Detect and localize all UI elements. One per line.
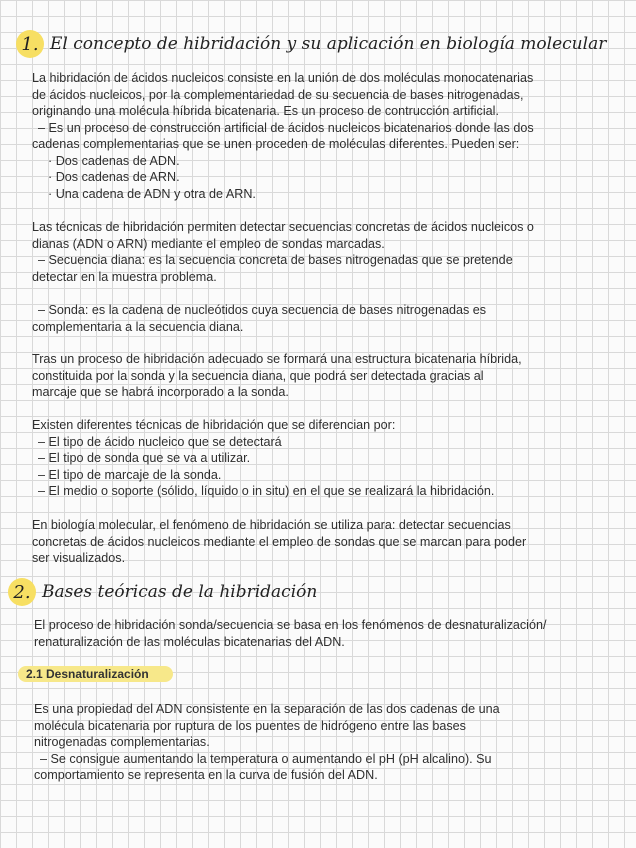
process-paragraph	[32, 351, 617, 401]
list-item: – El tipo de marcaje de la sonda.	[38, 467, 222, 482]
section-2-heading	[8, 578, 317, 606]
list-item: – El medio o soporte (sólido, líquido o in situ) en el que se realizará la hibridación.	[38, 484, 495, 498]
text-line: Las técnicas de hibridación permiten detectar secuencias concretas de ácidos nucleicos o	[32, 220, 534, 234]
text-line: comportamiento se representa en la curva de fusión del ADN.	[34, 768, 378, 782]
types-paragraph	[32, 417, 617, 500]
text-line: detectar en la muestra problema.	[32, 269, 217, 284]
text-line: constituida por la sonda y la secuencia diana, que podrá ser detectada gracias al	[32, 368, 484, 383]
text-line: El proceso de hibridación sonda/secuencia se basa en los fenómenos de desnaturalización/	[34, 618, 547, 632]
list-item: – El tipo de ácido nucleico que se detectará	[38, 434, 282, 449]
list-item: – El tipo de sonda que se va a utilizar.	[38, 451, 251, 465]
list-item: · Dos cadenas de ADN.	[48, 153, 180, 168]
section-2-intro	[34, 617, 619, 650]
list-item: · Una cadena de ADN y otra de ARN.	[48, 186, 256, 201]
section-2-number: 2.	[8, 578, 36, 606]
subheading-desnaturalizacion: 2.1 Desnaturalización	[18, 666, 173, 682]
molbio-paragraph	[32, 517, 617, 567]
text-line: de ácidos nucleicos, por la complementariedad de su secuencia de bases nitrogenadas,	[32, 87, 524, 102]
text-line: molécula bicatenaria por ruptura de los puentes de hidrógeno entre las bases	[34, 718, 466, 733]
section-1-intro	[32, 70, 617, 202]
section-1-heading	[16, 30, 606, 58]
text-line: – Se consigue aumentando la temperatura o aumentando el pH (pH alcalino). Su	[40, 751, 492, 766]
text-line: En biología molecular, el fenómeno de hibridación se utiliza para: detectar secuencias	[32, 518, 511, 532]
text-line: – Sonda: es la cadena de nucleótidos cuya secuencia de bases nitrogenadas es	[38, 303, 487, 317]
techniques-paragraph	[32, 219, 617, 285]
text-line: ser visualizados.	[32, 551, 126, 565]
section-1-title: El concepto de hibridación y su aplicación en biología molecular	[50, 34, 607, 54]
text-line: La hibridación de ácidos nucleicos consiste en la unión de dos moléculas monocatenarias	[32, 71, 534, 85]
text-line: nitrogenadas complementarias.	[34, 735, 210, 749]
text-line: renaturalización de las moléculas bicatenarias del ADN.	[34, 634, 345, 649]
text-line: – Secuencia diana: es la secuencia concreta de bases nitrogenadas que se pretende	[38, 253, 513, 267]
text-line: concretas de ácidos nucleicos mediante el empleo de sondas que se marcan para poder	[32, 534, 527, 549]
text-line: Existen diferentes técnicas de hibridación que se diferencian por:	[32, 418, 396, 432]
text-line: – Es un proceso de construcción artificial de ácidos nucleicos bicatenarios donde las dos	[38, 120, 534, 135]
text-line: dianas (ADN o ARN) mediante el empleo de sondas marcadas.	[32, 236, 385, 251]
section-2-title: Bases teóricas de la hibridación	[42, 582, 318, 602]
text-line: originando una molécula híbrida bicatenaria. Es un proceso de contrucción artificial.	[32, 104, 499, 118]
text-line: cadenas complementarias que se unen proceden de moléculas diferentes. Pueden ser:	[32, 137, 520, 151]
list-item: · Dos cadenas de ARN.	[48, 170, 180, 184]
section-1-number: 1.	[16, 30, 44, 58]
text-line: complementaria a la secuencia diana.	[32, 319, 244, 334]
text-line: Es una propiedad del ADN consistente en la separación de las dos cadenas de una	[34, 702, 500, 716]
text-line: Tras un proceso de hibridación adecuado se formará una estructura bicatenaria híbrida,	[32, 352, 522, 366]
text-line: marcaje que se habrá incorporado a la sonda.	[32, 385, 289, 399]
desnaturalizacion-paragraph	[34, 701, 619, 784]
sonda-paragraph	[32, 302, 617, 335]
